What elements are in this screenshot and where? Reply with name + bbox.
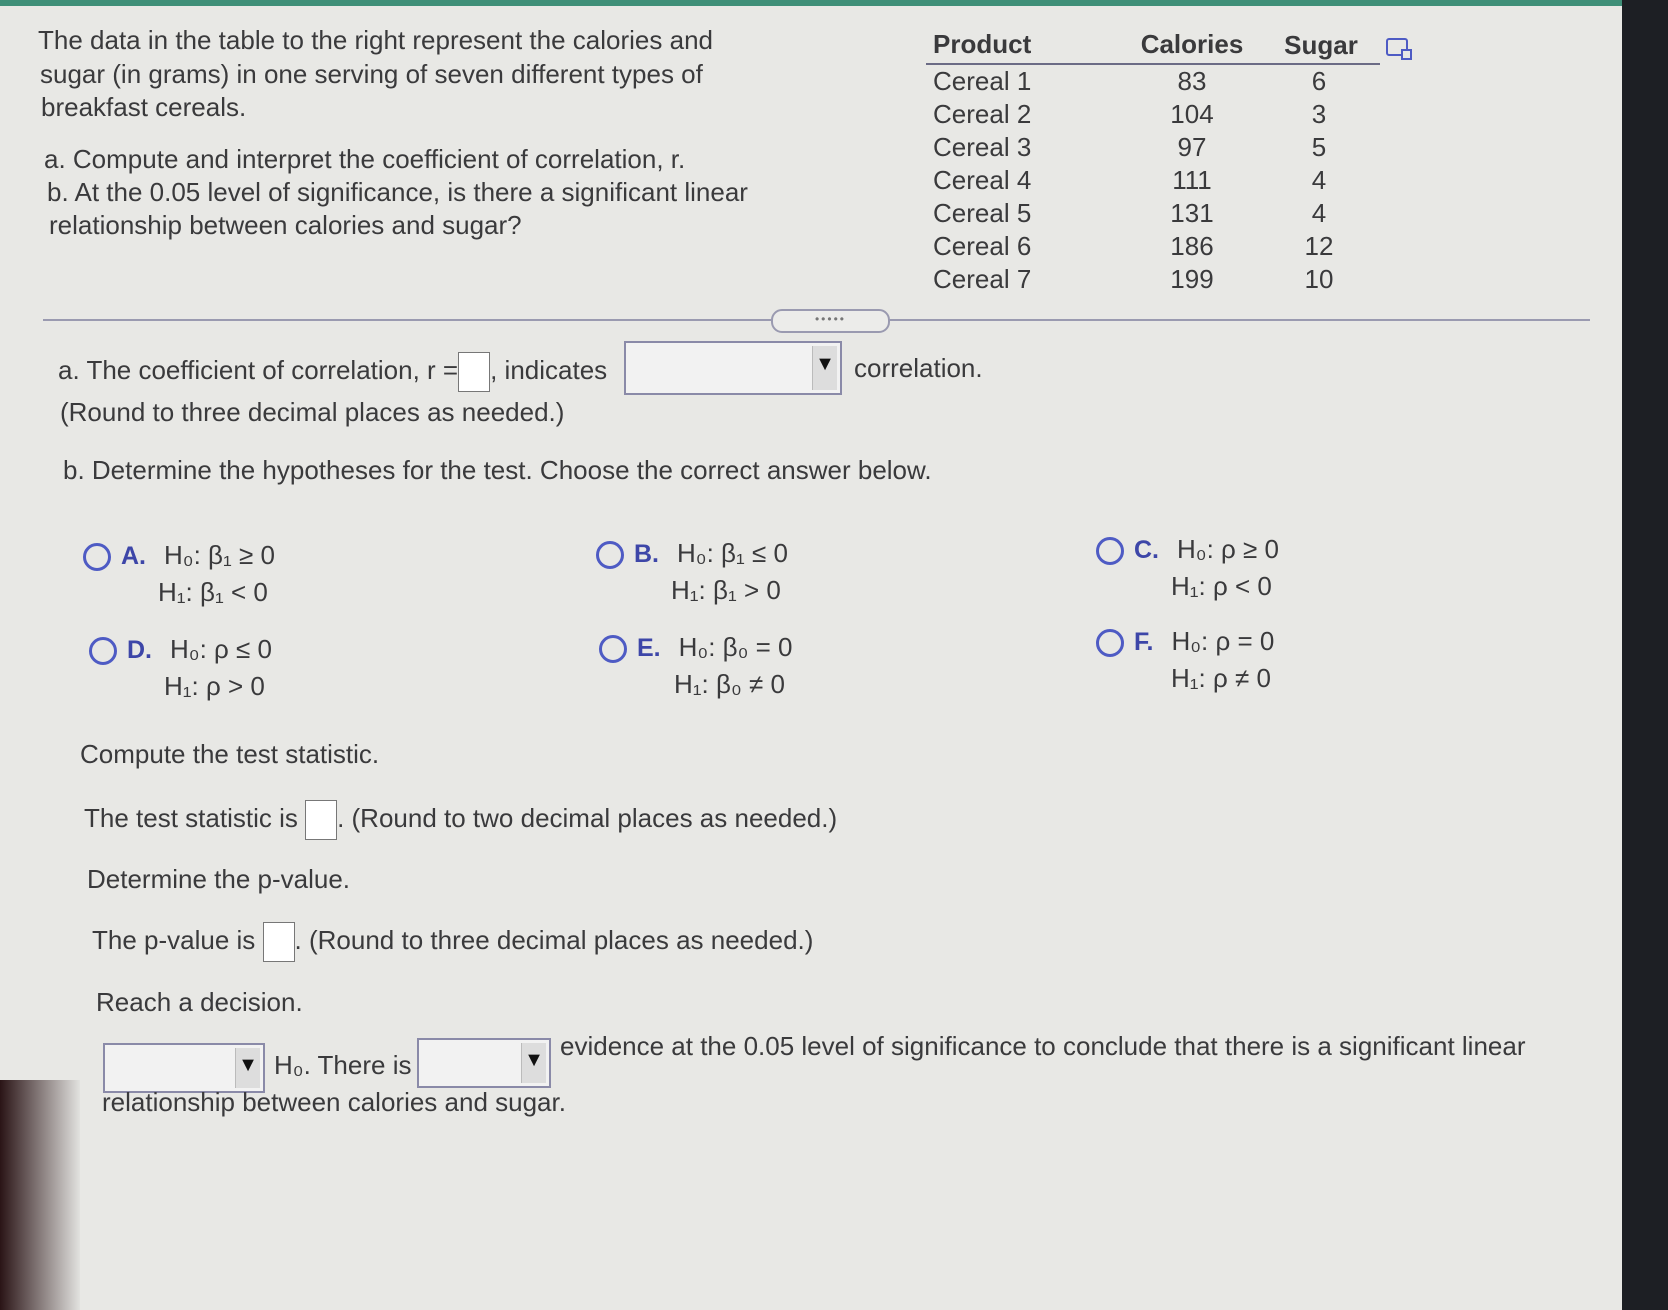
screen-edge (0, 1080, 80, 1310)
cell-product: Cereal 7 (933, 264, 1032, 294)
null-hypothesis: H₀: ρ ≤ 0 (170, 634, 272, 664)
test-stat-input[interactable] (305, 800, 337, 840)
option-f[interactable] (1096, 626, 1274, 694)
decision-heading: Reach a decision. (96, 987, 303, 1017)
cell-calories: 97 (1177, 132, 1207, 162)
alternative-hypothesis: H₁: ρ < 0 (1171, 571, 1272, 602)
null-hypothesis: H₀: ρ ≥ 0 (1177, 534, 1279, 564)
pvalue-row (92, 922, 813, 962)
cell-product: Cereal 4 (933, 165, 1032, 195)
r-input[interactable] (458, 352, 490, 392)
cell-product: Cereal 2 (933, 99, 1032, 129)
cell-sugar: 3 (1311, 99, 1327, 129)
strength-dropdown[interactable] (624, 341, 842, 395)
cell-sugar: 6 (1311, 66, 1327, 96)
option-d[interactable] (89, 634, 272, 702)
compute-stat-heading: Compute the test statistic. (80, 739, 380, 769)
intro-line-3: breakfast cereals. (41, 92, 247, 122)
radio-button[interactable] (1096, 629, 1124, 657)
radio-button[interactable] (599, 635, 627, 663)
radio-button[interactable] (89, 637, 117, 665)
null-hypothesis: H₀: β₁ ≥ 0 (164, 540, 275, 570)
option-letter: F. (1134, 628, 1154, 656)
radio-button[interactable] (1096, 537, 1124, 565)
header-product: Product (933, 29, 1032, 59)
alternative-hypothesis: H₁: β₁ > 0 (671, 575, 781, 606)
header-calories: Calories (1140, 29, 1244, 59)
question-b-line-2: relationship between calories and sugar? (49, 210, 522, 240)
option-c[interactable] (1096, 534, 1279, 602)
cell-sugar: 5 (1311, 132, 1327, 162)
cell-sugar: 10 (1304, 264, 1334, 294)
null-hypothesis: H₀: ρ = 0 (1171, 626, 1275, 656)
cell-product: Cereal 5 (933, 198, 1032, 228)
conclusion-line-1: evidence at the 0.05 level of significance to conclude that there is a significant linear (560, 1031, 1526, 1061)
chevron-down-icon: ▼ (812, 346, 837, 390)
pvalue-heading: Determine the p-value. (87, 864, 351, 894)
cell-calories: 131 (1170, 198, 1214, 228)
intro-line-2: sugar (in grams) in one serving of seven different types of (40, 59, 703, 89)
option-letter: D. (127, 636, 152, 664)
radio-button[interactable] (83, 543, 111, 571)
alternative-hypothesis: H₁: ρ ≠ 0 (1171, 663, 1271, 694)
conclusion-line-2: relationship between calories and sugar. (102, 1087, 566, 1117)
cell-calories: 111 (1172, 165, 1212, 195)
cell-calories: 199 (1170, 264, 1214, 294)
option-a[interactable] (83, 540, 275, 608)
null-hypothesis: H₀: β₀ = 0 (678, 632, 793, 662)
cell-product: Cereal 1 (933, 66, 1032, 96)
cell-calories: 104 (1170, 99, 1214, 129)
question-a: a. Compute and interpret the coefficient of correlation, r. (44, 144, 686, 174)
cell-product: Cereal 3 (933, 132, 1032, 162)
cell-sugar: 12 (1304, 231, 1334, 261)
part-b-prompt: b. Determine the hypotheses for the test. Choose the correct answer below. (63, 455, 932, 485)
part-a-prefix: a. The coefficient of correlation, r = (58, 354, 459, 385)
evidence-dropdown[interactable] (417, 1038, 551, 1088)
decision-h0: H₀. There is (274, 1050, 412, 1080)
table-header-rule (926, 63, 1380, 65)
alternative-hypothesis: H₁: ρ > 0 (164, 671, 265, 702)
cell-calories: 83 (1177, 66, 1207, 96)
option-letter: B. (634, 540, 659, 568)
resize-handle[interactable]: ••••• (771, 309, 890, 333)
round-note-a: (Round to three decimal places as needed.) (60, 397, 565, 427)
cell-product: Cereal 6 (933, 231, 1032, 261)
chevron-down-icon: ▼ (235, 1048, 260, 1088)
intro-line-1: The data in the table to the right represent the calories and (38, 25, 713, 55)
chevron-down-icon: ▼ (521, 1043, 546, 1083)
part-a-suffix: correlation. (854, 353, 983, 383)
alternative-hypothesis: H₁: β₁ < 0 (158, 577, 268, 608)
test-stat-prefix: The test statistic is (84, 802, 298, 833)
part-a-row (58, 352, 607, 392)
option-b[interactable] (596, 538, 788, 606)
option-letter: A. (121, 542, 146, 570)
pvalue-input[interactable] (263, 922, 295, 962)
header-sugar: Sugar (1284, 30, 1358, 60)
cell-calories: 186 (1170, 231, 1214, 261)
test-stat-row (84, 800, 837, 840)
pvalue-prefix: The p-value is (92, 924, 256, 955)
cell-sugar: 4 (1311, 165, 1327, 195)
test-stat-suffix: . (Round to two decimal places as needed.) (337, 802, 838, 833)
null-hypothesis: H₀: β₁ ≤ 0 (677, 538, 788, 568)
alternative-hypothesis: H₁: β₀ ≠ 0 (674, 669, 785, 700)
option-letter: C. (1134, 536, 1159, 564)
part-a-middle: , indicates (490, 354, 608, 385)
question-b-line-1: b. At the 0.05 level of significance, is there a significant linear (47, 177, 748, 207)
pvalue-suffix: . (Round to three decimal places as needed.) (294, 924, 814, 955)
top-accent-bar (0, 0, 1622, 6)
option-e[interactable] (599, 632, 792, 700)
option-letter: E. (637, 634, 661, 662)
radio-button[interactable] (596, 541, 624, 569)
cell-sugar: 4 (1311, 198, 1327, 228)
copy-table-icon[interactable] (1386, 38, 1408, 56)
